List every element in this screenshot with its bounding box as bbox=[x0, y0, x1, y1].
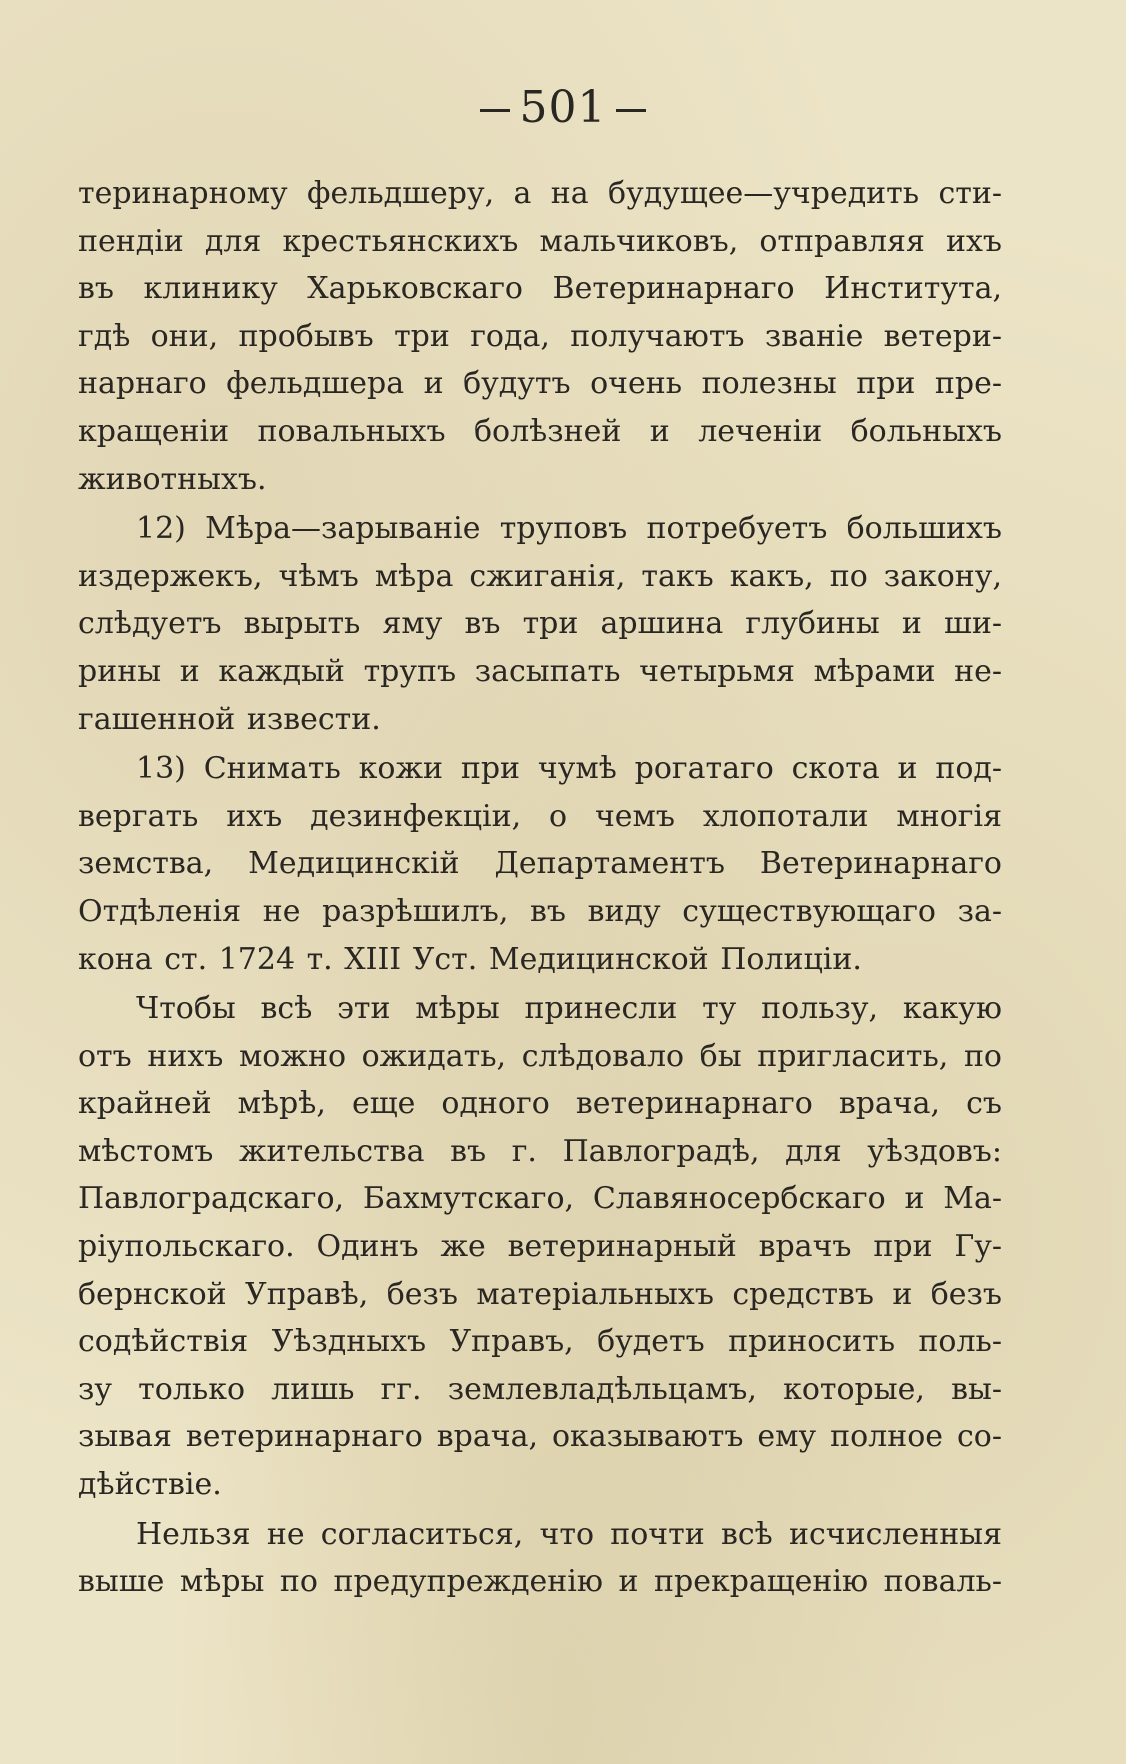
page-number bbox=[0, 78, 1126, 138]
text-line: Отдѣленія не разрѣшилъ, въ виду существующаго за- bbox=[78, 893, 1002, 929]
text-line: зывая ветеринарнаго врача, оказываютъ ему полное со- bbox=[78, 1419, 1002, 1455]
text-line: издержекъ, чѣмъ мѣра сжиганія, такъ какъ, по закону, bbox=[78, 558, 1002, 594]
text-line: земства, Медицинскій Департаментъ Ветеринарнаго bbox=[78, 846, 1002, 882]
text-line: ріупольскаго. Одинъ же ветеринарный врачъ при Гу- bbox=[78, 1229, 1002, 1265]
text-line: Павлоградскаго, Бахмутскаго, Славяносербскаго и Ма- bbox=[78, 1181, 1002, 1217]
text-line: 13) Снимать кожи при чумѣ рогатаго скота и под- bbox=[136, 751, 1002, 787]
text-line: Чтобы всѣ эти мѣры принесли ту пользу, какую bbox=[136, 991, 1002, 1027]
page-number-dash-left bbox=[480, 109, 510, 112]
page-number-value: 501 bbox=[519, 82, 607, 133]
text-line: теринарному фельдшеру, а на будущее—учредить сти- bbox=[78, 176, 1002, 211]
text-line: нарнаго фельдшера и будутъ очень полезны при пре- bbox=[78, 366, 1002, 402]
text-line: слѣдуетъ вырыть яму въ три аршина глубины и ши- bbox=[78, 606, 1002, 642]
text-line: гашенной извести. bbox=[78, 701, 381, 737]
text-line: рины и каждый трупъ засыпать четырьмя мѣрами не- bbox=[78, 653, 1002, 689]
paragraph-5 bbox=[78, 1511, 1002, 1606]
paragraph-2 bbox=[78, 505, 1002, 743]
text-line: кращеніи повальныхъ болѣзней и леченіи больныхъ bbox=[78, 413, 1002, 449]
text-line: дѣйствіе. bbox=[78, 1467, 222, 1503]
text-line: животныхъ. bbox=[78, 461, 267, 497]
page-number-dash-right bbox=[616, 109, 646, 112]
text-line: Нельзя не согласиться, что почти всѣ исчисленныя bbox=[136, 1516, 1002, 1552]
paragraph-3 bbox=[78, 745, 1002, 983]
paragraph-4 bbox=[78, 985, 1002, 1509]
text-line: мѣстомъ жительства въ г. Павлоградѣ, для уѣздовъ: bbox=[78, 1133, 1002, 1169]
text-line: зу только лишь гг. землевладѣльцамъ, которые, вы- bbox=[78, 1371, 1002, 1407]
text-line: выше мѣры по предупрежденію и прекращенію поваль- bbox=[78, 1564, 1002, 1600]
text-line: вергать ихъ дезинфекціи, о чемъ хлопотали многія bbox=[78, 798, 1002, 834]
text-line: кона ст. 1724 т. XIII Уст. Медицинской Полиціи. bbox=[78, 941, 862, 977]
text-line: отъ нихъ можно ожидать, слѣдовало бы пригласить, по bbox=[78, 1038, 1002, 1074]
paragraph-1 bbox=[78, 170, 1002, 503]
body-text bbox=[78, 170, 1002, 1606]
text-line: въ клинику Харьковскаго Ветеринарнаго Института, bbox=[78, 271, 1002, 307]
text-line: содѣйствія Уѣздныхъ Управъ, будетъ приносить поль- bbox=[78, 1324, 1002, 1360]
text-line: гдѣ они, пробывъ три года, получаютъ званіе ветери- bbox=[78, 318, 1002, 354]
text-line: пендіи для крестьянскихъ мальчиковъ, отправляя ихъ bbox=[78, 223, 1002, 259]
text-line: бернской Управѣ, безъ матеріальныхъ средствъ и безъ bbox=[78, 1276, 1002, 1312]
text-line: 12) Мѣра—зарываніе труповъ потребуетъ большихъ bbox=[136, 511, 1002, 547]
text-line: крайней мѣрѣ, еще одного ветеринарнаго врача, съ bbox=[78, 1086, 1002, 1122]
